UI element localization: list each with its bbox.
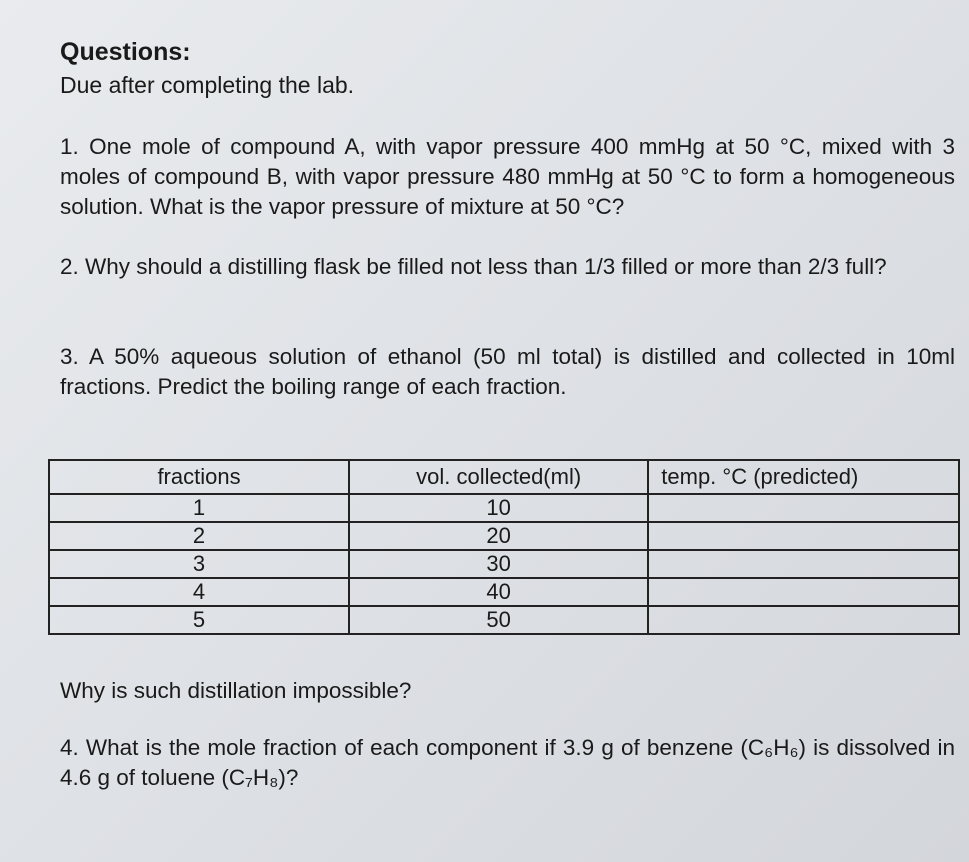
temperature-cell[interactable] <box>648 578 959 606</box>
temperature-cell[interactable] <box>648 522 959 550</box>
question-1: 1. One mole of compound A, with vapor pressure 400 mmHg at 50 °C, mixed with 3 moles of compound B, with vapor pressure 480 mmHg at 50 °C to form a homogeneous solution. What is the vapor pressure of mixture at 50 °C? <box>60 134 955 219</box>
page-title: Questions: <box>60 38 191 66</box>
page-subtitle: Due after completing the lab. <box>60 72 355 98</box>
table-row <box>49 494 959 522</box>
fraction-cell: 3 <box>49 550 349 578</box>
temperature-cell[interactable] <box>648 494 959 522</box>
table-row <box>49 522 959 550</box>
volume-cell: 30 <box>349 550 648 578</box>
volume-cell: 10 <box>349 494 648 522</box>
fraction-cell: 2 <box>49 522 349 550</box>
column-header-volume: vol. collected(ml) <box>349 460 648 494</box>
followup-question: Why is such distillation impossible? <box>60 678 412 703</box>
column-header-fractions: fractions <box>49 460 349 494</box>
fraction-cell: 5 <box>49 606 349 634</box>
fraction-cell: 4 <box>49 578 349 606</box>
question-4: 4. What is the mole fraction of each component if 3.9 g of benzene (C₆H₆) is dissolved in 4.6 g of toluene (C₇H₈)? <box>60 735 955 790</box>
fractions-table <box>48 459 960 635</box>
volume-cell: 50 <box>349 606 648 634</box>
question-3: 3. A 50% aqueous solution of ethanol (50 ml total) is distilled and collected in 10ml fractions. Predict the boiling range of each fraction. <box>60 344 955 399</box>
table-row <box>49 578 959 606</box>
volume-cell: 20 <box>349 522 648 550</box>
table-row <box>49 550 959 578</box>
temperature-cell[interactable] <box>648 550 959 578</box>
table-row <box>49 606 959 634</box>
column-header-temperature: temp. °C (predicted) <box>648 460 959 494</box>
table-header-row <box>49 460 959 494</box>
temperature-cell[interactable] <box>648 606 959 634</box>
volume-cell: 40 <box>349 578 648 606</box>
fraction-cell: 1 <box>49 494 349 522</box>
question-2: 2. Why should a distilling flask be filled not less than 1/3 filled or more than 2/3 full? <box>60 254 887 279</box>
